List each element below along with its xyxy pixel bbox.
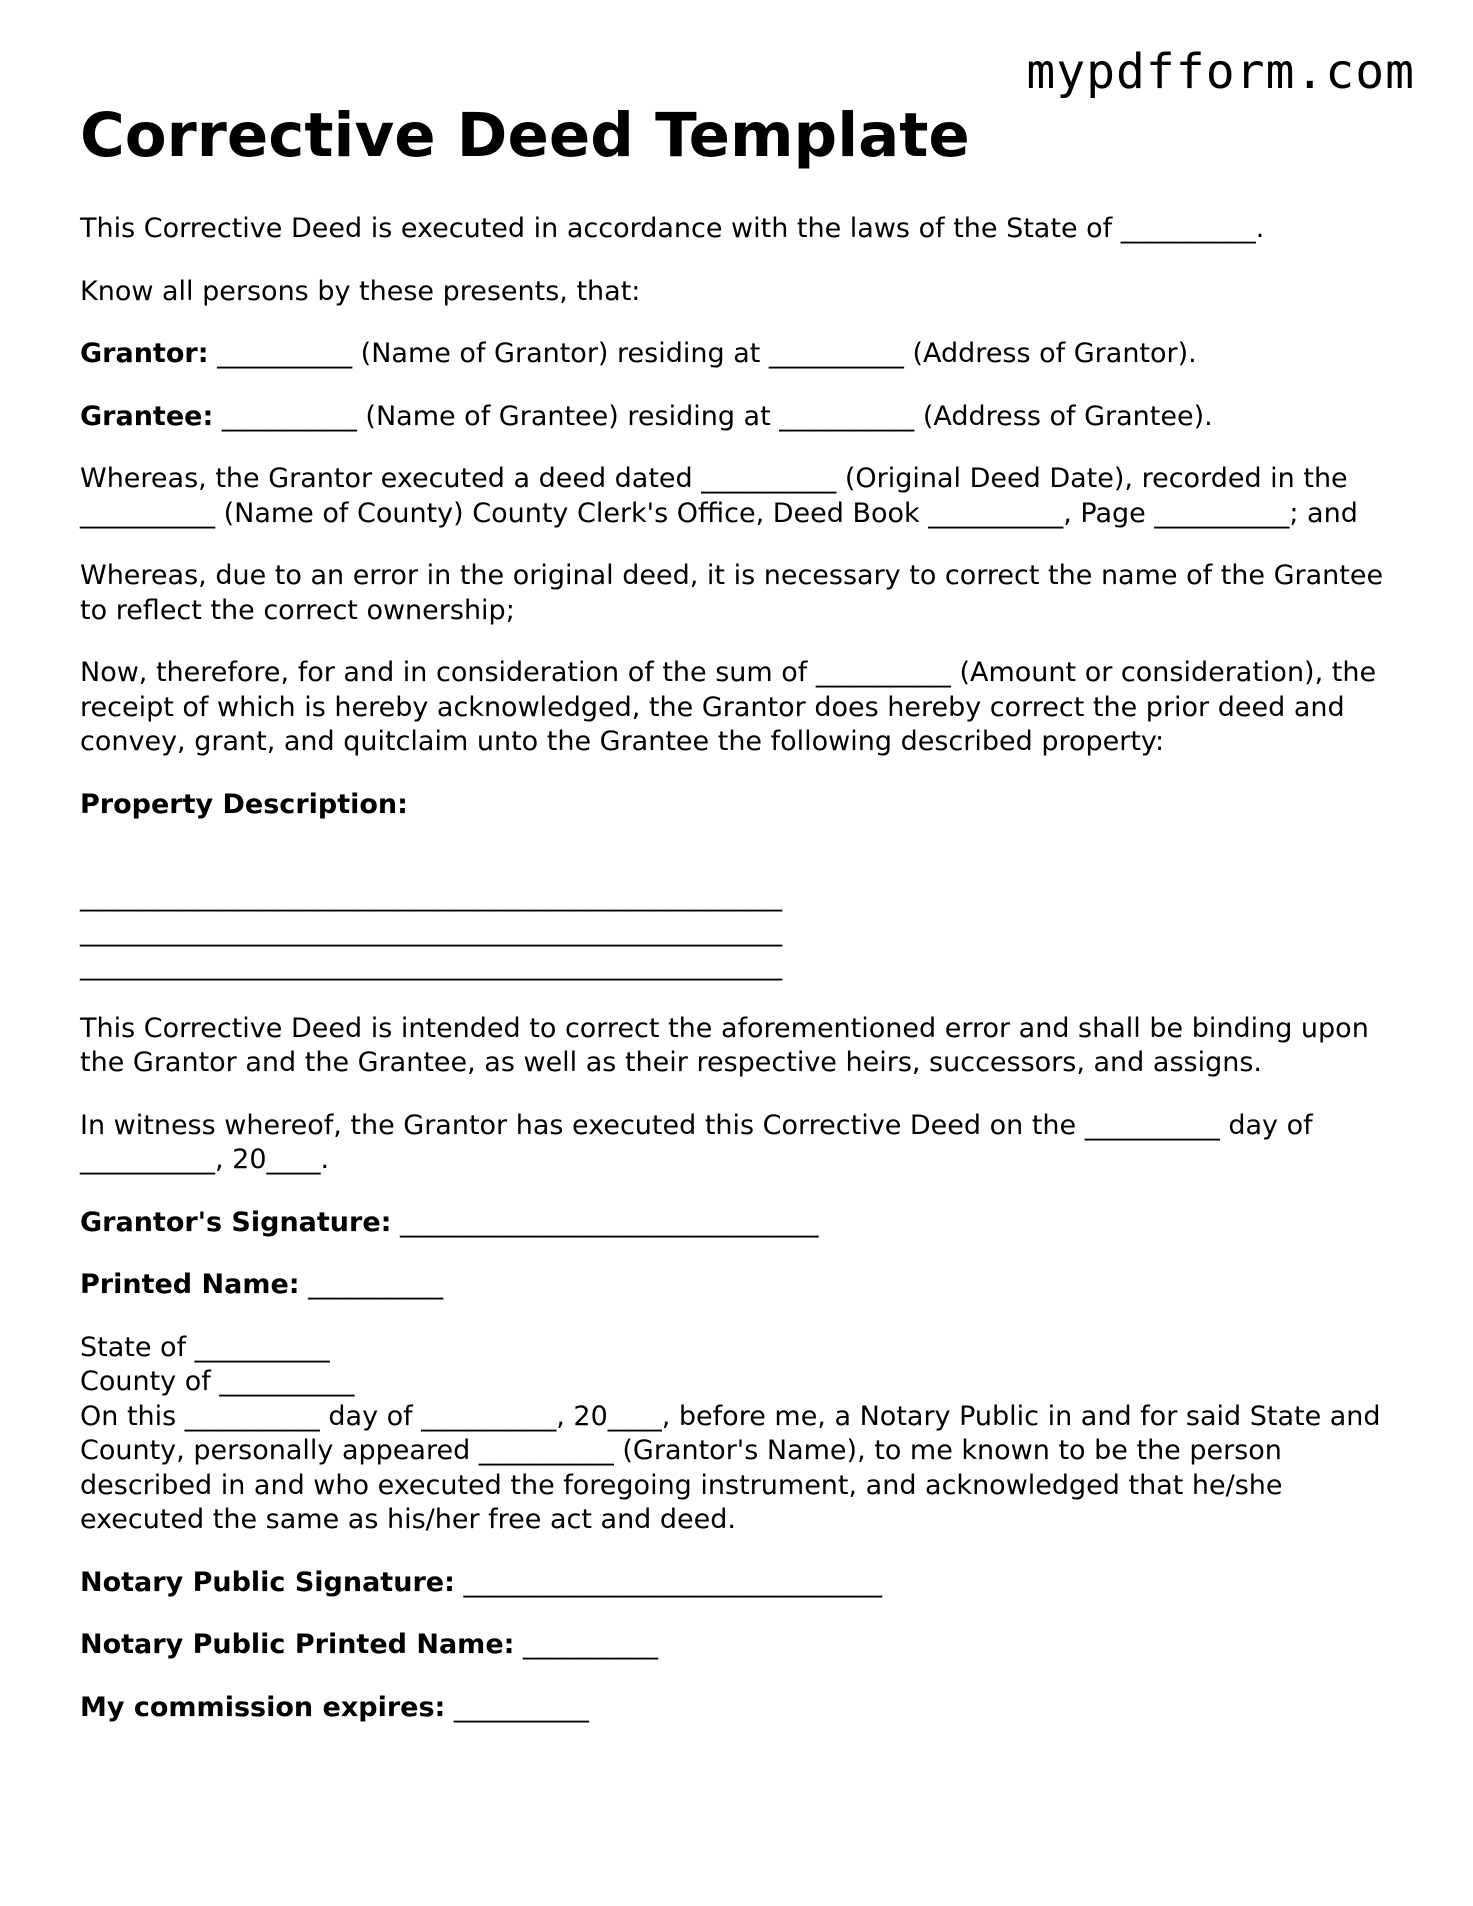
property-line: ____________________________________________________ — [80, 915, 782, 947]
notary-signature-blank: _______________________________ — [454, 1566, 882, 1598]
notary-signature-line — [80, 1566, 1400, 1601]
grantor-signature-line — [80, 1206, 1400, 1241]
notary-printed-name-label: Notary Public Printed Name: — [80, 1629, 515, 1661]
notary-county: County of __________ — [80, 1366, 355, 1398]
grantor-signature-label: Grantor's Signature: — [80, 1206, 392, 1238]
grantee-label: Grantee: — [80, 400, 214, 432]
grantor-text: __________ (Name of Grantor) residing at __________ (Address of Grantor). — [208, 338, 1197, 370]
know-all-paragraph: Know all persons by these presents, that: — [80, 275, 641, 307]
witness-paragraph: In witness whereof, the Grantor has executed this Corrective Deed on the __________ day of __________, 20____. — [80, 1109, 1313, 1176]
commission-expires-blank: __________ — [445, 1691, 589, 1723]
commission-expires-label: My commission expires: — [80, 1691, 446, 1723]
whereas-deed-paragraph: Whereas, the Grantor executed a deed dated __________ (Original Deed Date), recorded in the __________ (Name of County) County Clerk's Office, Deed Book __________, Page __________; and — [80, 463, 1358, 529]
site-watermark: mypdfform.com — [1026, 44, 1415, 100]
intended-paragraph: This Corrective Deed is intended to correct the aforementioned error and shall be binding upon the Grantor and the Grantee, as well as their respective heirs, successors, and assigns. — [80, 1012, 1369, 1079]
whereas-error-paragraph: Whereas, due to an error in the original deed, it is necessary to correct the name of the Grantee to reflect the correct ownership; — [80, 560, 1384, 626]
commission-expires-line — [80, 1691, 1400, 1726]
intro-paragraph: This Corrective Deed is executed in accordance with the laws of the State of __________. — [80, 213, 1265, 245]
notary-printed-name-blank: __________ — [514, 1629, 659, 1661]
property-line: ____________________________________________________ — [80, 950, 782, 982]
grantor-paragraph — [80, 337, 1400, 372]
notary-text: On this __________ day of __________, 20____, before me, a Notary Public in and for said State and County, personally appeared __________ (Grantor's Name), to me known to be the person described in and who executed the foregoing instrument, and acknowledged that he/she executed the same as his/her free act and deed. — [80, 1400, 1381, 1536]
page-title: Corrective Deed Template — [80, 100, 970, 171]
notary-signature-label: Notary Public Signature: — [80, 1566, 455, 1598]
now-therefore-paragraph: Now, therefore, for and in consideration of the sum of __________ (Amount or consideration), the receipt of which is hereby acknowledged, the Grantor does hereby correct the prior deed and convey, grant, and quitclaim unto the Grantee the following described property: — [80, 657, 1377, 758]
property-description-heading: Property Description: — [80, 788, 408, 820]
spacer — [80, 850, 1400, 880]
property-description-lines — [80, 880, 1400, 984]
grantor-signature-blank: _______________________________ — [391, 1206, 819, 1238]
notary-acknowledgment — [80, 1331, 1400, 1538]
printed-name-label: Printed Name: — [80, 1269, 300, 1301]
notary-state: State of __________ — [80, 1331, 330, 1363]
printed-name-blank: __________ — [299, 1269, 444, 1301]
notary-printed-name-line — [80, 1628, 1400, 1663]
property-line: ____________________________________________________ — [80, 881, 782, 913]
grantee-text: __________ (Name of Grantee) residing at __________ (Address of Grantee). — [213, 400, 1213, 432]
grantor-label: Grantor: — [80, 338, 209, 370]
grantee-paragraph — [80, 400, 1400, 435]
deed-document — [80, 102, 1400, 1753]
printed-name-line — [80, 1268, 1400, 1303]
